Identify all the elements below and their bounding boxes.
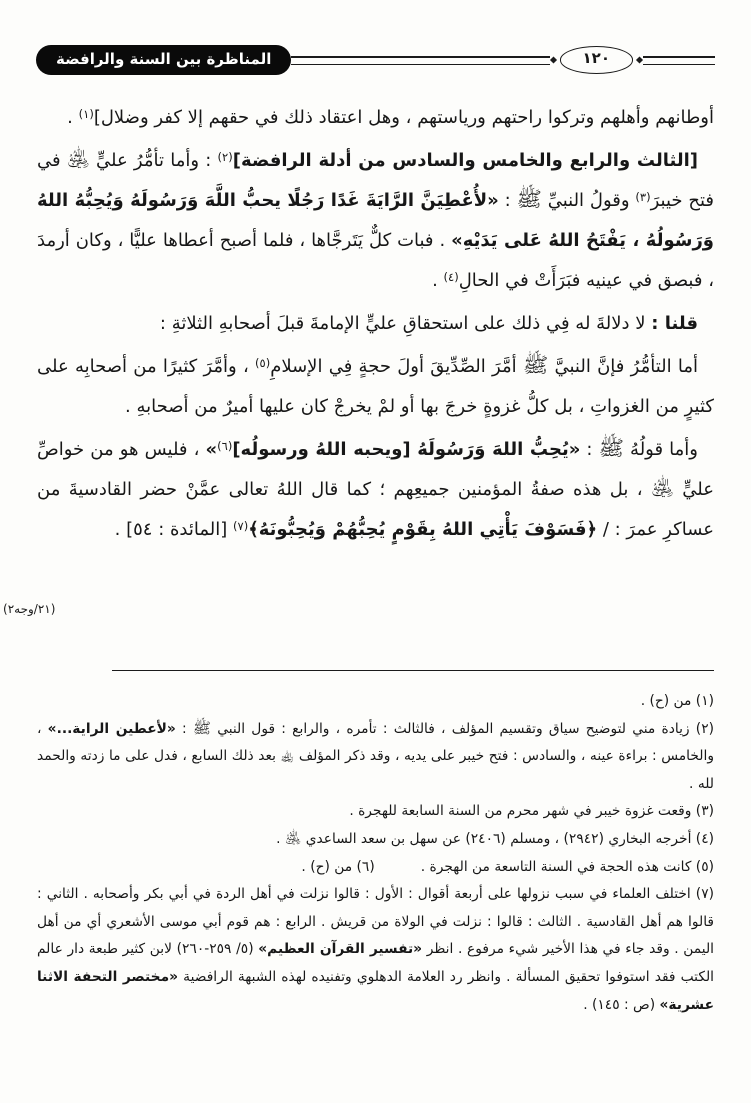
footnote-number: (١) [695,693,714,709]
footnote-text: : [175,720,193,737]
paragraph-love-hadith [37,430,714,550]
footnote-text: (ص : ١٤٥) . [583,996,660,1013]
radiallahu-anhu-symbol: ﵁ [66,147,90,171]
text-segment: : [498,190,517,211]
book-title-citation: «تفسير القرآن العظيم» [258,941,423,958]
text-segment: أمَّرَ الصِّدِّيقَ أولَ حجةٍ فِي الإسلامِ [270,356,523,377]
footnote-ref-5: (٥) [255,356,271,370]
footnote-2 [37,716,714,799]
quran-verse: ﴿فَسَوْفَ يَأْتِي اللهُ بِقَوْمٍ يُحِبُّهُمْ وَيُحِبُّونَهُ﴾ [248,519,598,540]
text-segment: ، وأمَّرَ كثيرًا من أصحابِه على كثيرٍ من الغزواتِ ، بل كلُّ غزوةٍ خرجَ بها أو لمْ يخرجْ كان عليها أميرٌ من أصحابهِ . [37,356,714,417]
footnote-text: زيادة مني لتوضيح سياق وتقسيم المؤلف ، فالثالث : تأمره ، والرابع : قول النبي [211,720,696,737]
text-segment: وقولُ النبيِّ [541,190,636,211]
page-number-ornament [560,46,633,74]
footnotes-section [37,688,714,1019]
book-title-citation: «مختصر التحفة الاثنا عشرية» [37,968,714,1013]
footnote-number: (٦) [356,858,375,875]
footnote-text: (٥/ ٢٥٩-٢٦٠) لابن كثير طبعة دار عالم الكتب فقد استوفوا تحقيق المسألة . وانظر رد العلامة الدهلوي وتفنيده لهذه الشبهة الرافضية [37,941,715,985]
radiallahu-anhu-symbol: ﵁ [284,828,302,847]
footnote-number: (٤) [695,830,714,847]
book-title: المناظرة بين السنة والرافضة [56,50,272,68]
hadith-quote: «لأُعْطِيَنَّ الرَّايَةَ غَدًا رَجُلًا يحبُّ اللَّهَ وَرَسُولَهُ وَيُحِبُّهُ اللهُ وَرَسُولُهُ ، يَفْتَحُ اللهُ عَلى يَدَيْهِ» [37,190,714,251]
footnote-number: (٧) [695,886,714,903]
footnote-3 [37,798,714,826]
radiallahu-anhu-symbol: ﵁ [650,476,674,500]
footnote-4 [37,826,714,854]
footnote-separator-rule [112,670,714,671]
footnote-text: ، والخامس : براءة عينه ، والسادس : فتح خيبر على يديه ، وقد ذكر المؤلف [37,720,714,765]
text-segment: . فبات كلٌّ يَتَرجَّاها ، فلما أصبح أعطاها عليًّا ، وكان أرمدَ ، فبصق في عينيه فبَرَأَتْ في الحالِ [37,230,714,291]
footnote-ref-6: (٦) [217,439,233,453]
header-double-rule-end [643,56,715,65]
footnote-text: وقعت غزوة خيبر في شهر محرم من السنة السابعة للهجرة . [349,803,696,820]
paragraph-command-argument [37,347,714,427]
paragraph-continuation [37,98,714,138]
text-segment: ، فليس هو من خواصِّ عليٍّ [37,439,714,500]
footnote-7 [37,881,714,1019]
qulna-lead: قلنا : [651,313,698,334]
footnote-text: اختلف العلماء في سبب نزولها على أربعة أقوال : الأول : قالوا نزلت في أهل الردة في أبي بكر وأصحابه . الثاني : قالوا هم أهل القادسية . الثالث : قالوا : نزلت في الولاة من قريش . الرابع : هم قوم أبي موسى الأشعري أي من أهل اليمن . وقد جاء في هذا الأخير شيء مرفوع . انظر [37,886,714,958]
text-segment: أوطانهم وأهلهم وتركوا راحتهم ورياستهم ، وهل اعتقاد ذلك في حقهم إلا كفر وضلال] [93,107,714,128]
footnote-1 [37,688,714,716]
page-number: ١٢٠ [582,49,610,68]
verse-citation: [المائدة : ٥٤] . [114,519,234,540]
footnote-text: من (ح) . [301,858,357,875]
footnote-text: أخرجه البخاري (٢٩٤٢) ، ومسلم (٢٤٠٦) عن سهل بن سعد الساعدي [301,830,696,847]
hadith-quote: «لأعطين الراية...» [47,720,176,737]
text-segment: ، بل هذه صفةُ المؤمنين جميعِهم ؛ كما قال اللهُ تعالى عمَّنْ حضر القادسيةَ من عساكرِ عمرَ : / [37,479,714,540]
footnote-text: كانت هذه الحجة في السنة التاسعة من الهجرة . [420,858,696,875]
pbuh-symbol: ﷺ [516,187,542,211]
pbuh-symbol: ﷺ [522,353,549,377]
footnote-number: (٣) [695,803,714,820]
text-segment: وأما قولُهُ [623,439,698,460]
page-header [36,44,715,76]
footnote-ref-4: (٤) [443,270,459,284]
footnote-ref-3: (٣) [635,190,651,204]
text-segment: : [580,439,599,460]
footnote-ref-7: (٧) [233,519,249,533]
footnote-text: من (ح) . [640,693,696,709]
pbuh-symbol: ﷺ [192,718,212,737]
paragraph-refutation [37,304,714,344]
text-segment: . [432,270,444,291]
footnote-ref-1: (١) [78,107,94,121]
footnote-5-and-6 [37,854,714,882]
pbuh-symbol: ﷺ [598,436,624,460]
hadith-quote-close: » [205,439,218,460]
footnote-number: (٢) [695,720,714,737]
book-title-badge [36,45,291,75]
body-text [37,98,714,550]
rahimahullah-symbol: ﵀ [280,746,295,765]
footnote-text: . [276,830,285,847]
header-double-rule [291,56,549,65]
footnote-ref-2: (٢) [217,150,233,164]
footnote-number: (٥) [695,858,714,875]
folio-margin-note: (٢١/وجه٢) [3,602,56,616]
text-segment: في فتح خيبرَ [37,150,714,211]
text-segment: . [67,107,79,128]
footnote-text: بعد ذلك السابع ، فدل على ما زدته والحمد لله . [37,748,714,792]
text-segment: أما التأمُّرُ فإنَّ النبيَّ [548,356,698,377]
text-segment: لا دلالةَ له فِي ذلك على استحقاقِ عليٍّ الإمامةَ قبلَ أصحابهِ الثلاثةِ : [159,313,652,334]
section-heading: [الثالث والرابع والخامس والسادس من أدلة الرافضة] [232,150,698,171]
text-segment: : وأما تأمُّرُ عليٍّ [89,150,218,171]
hadith-quote: «يُحِبُّ اللهَ وَرَسُولَهُ [ويحبه اللهُ ورسولُه] [232,439,581,460]
paragraph-evidences-heading [37,141,714,301]
